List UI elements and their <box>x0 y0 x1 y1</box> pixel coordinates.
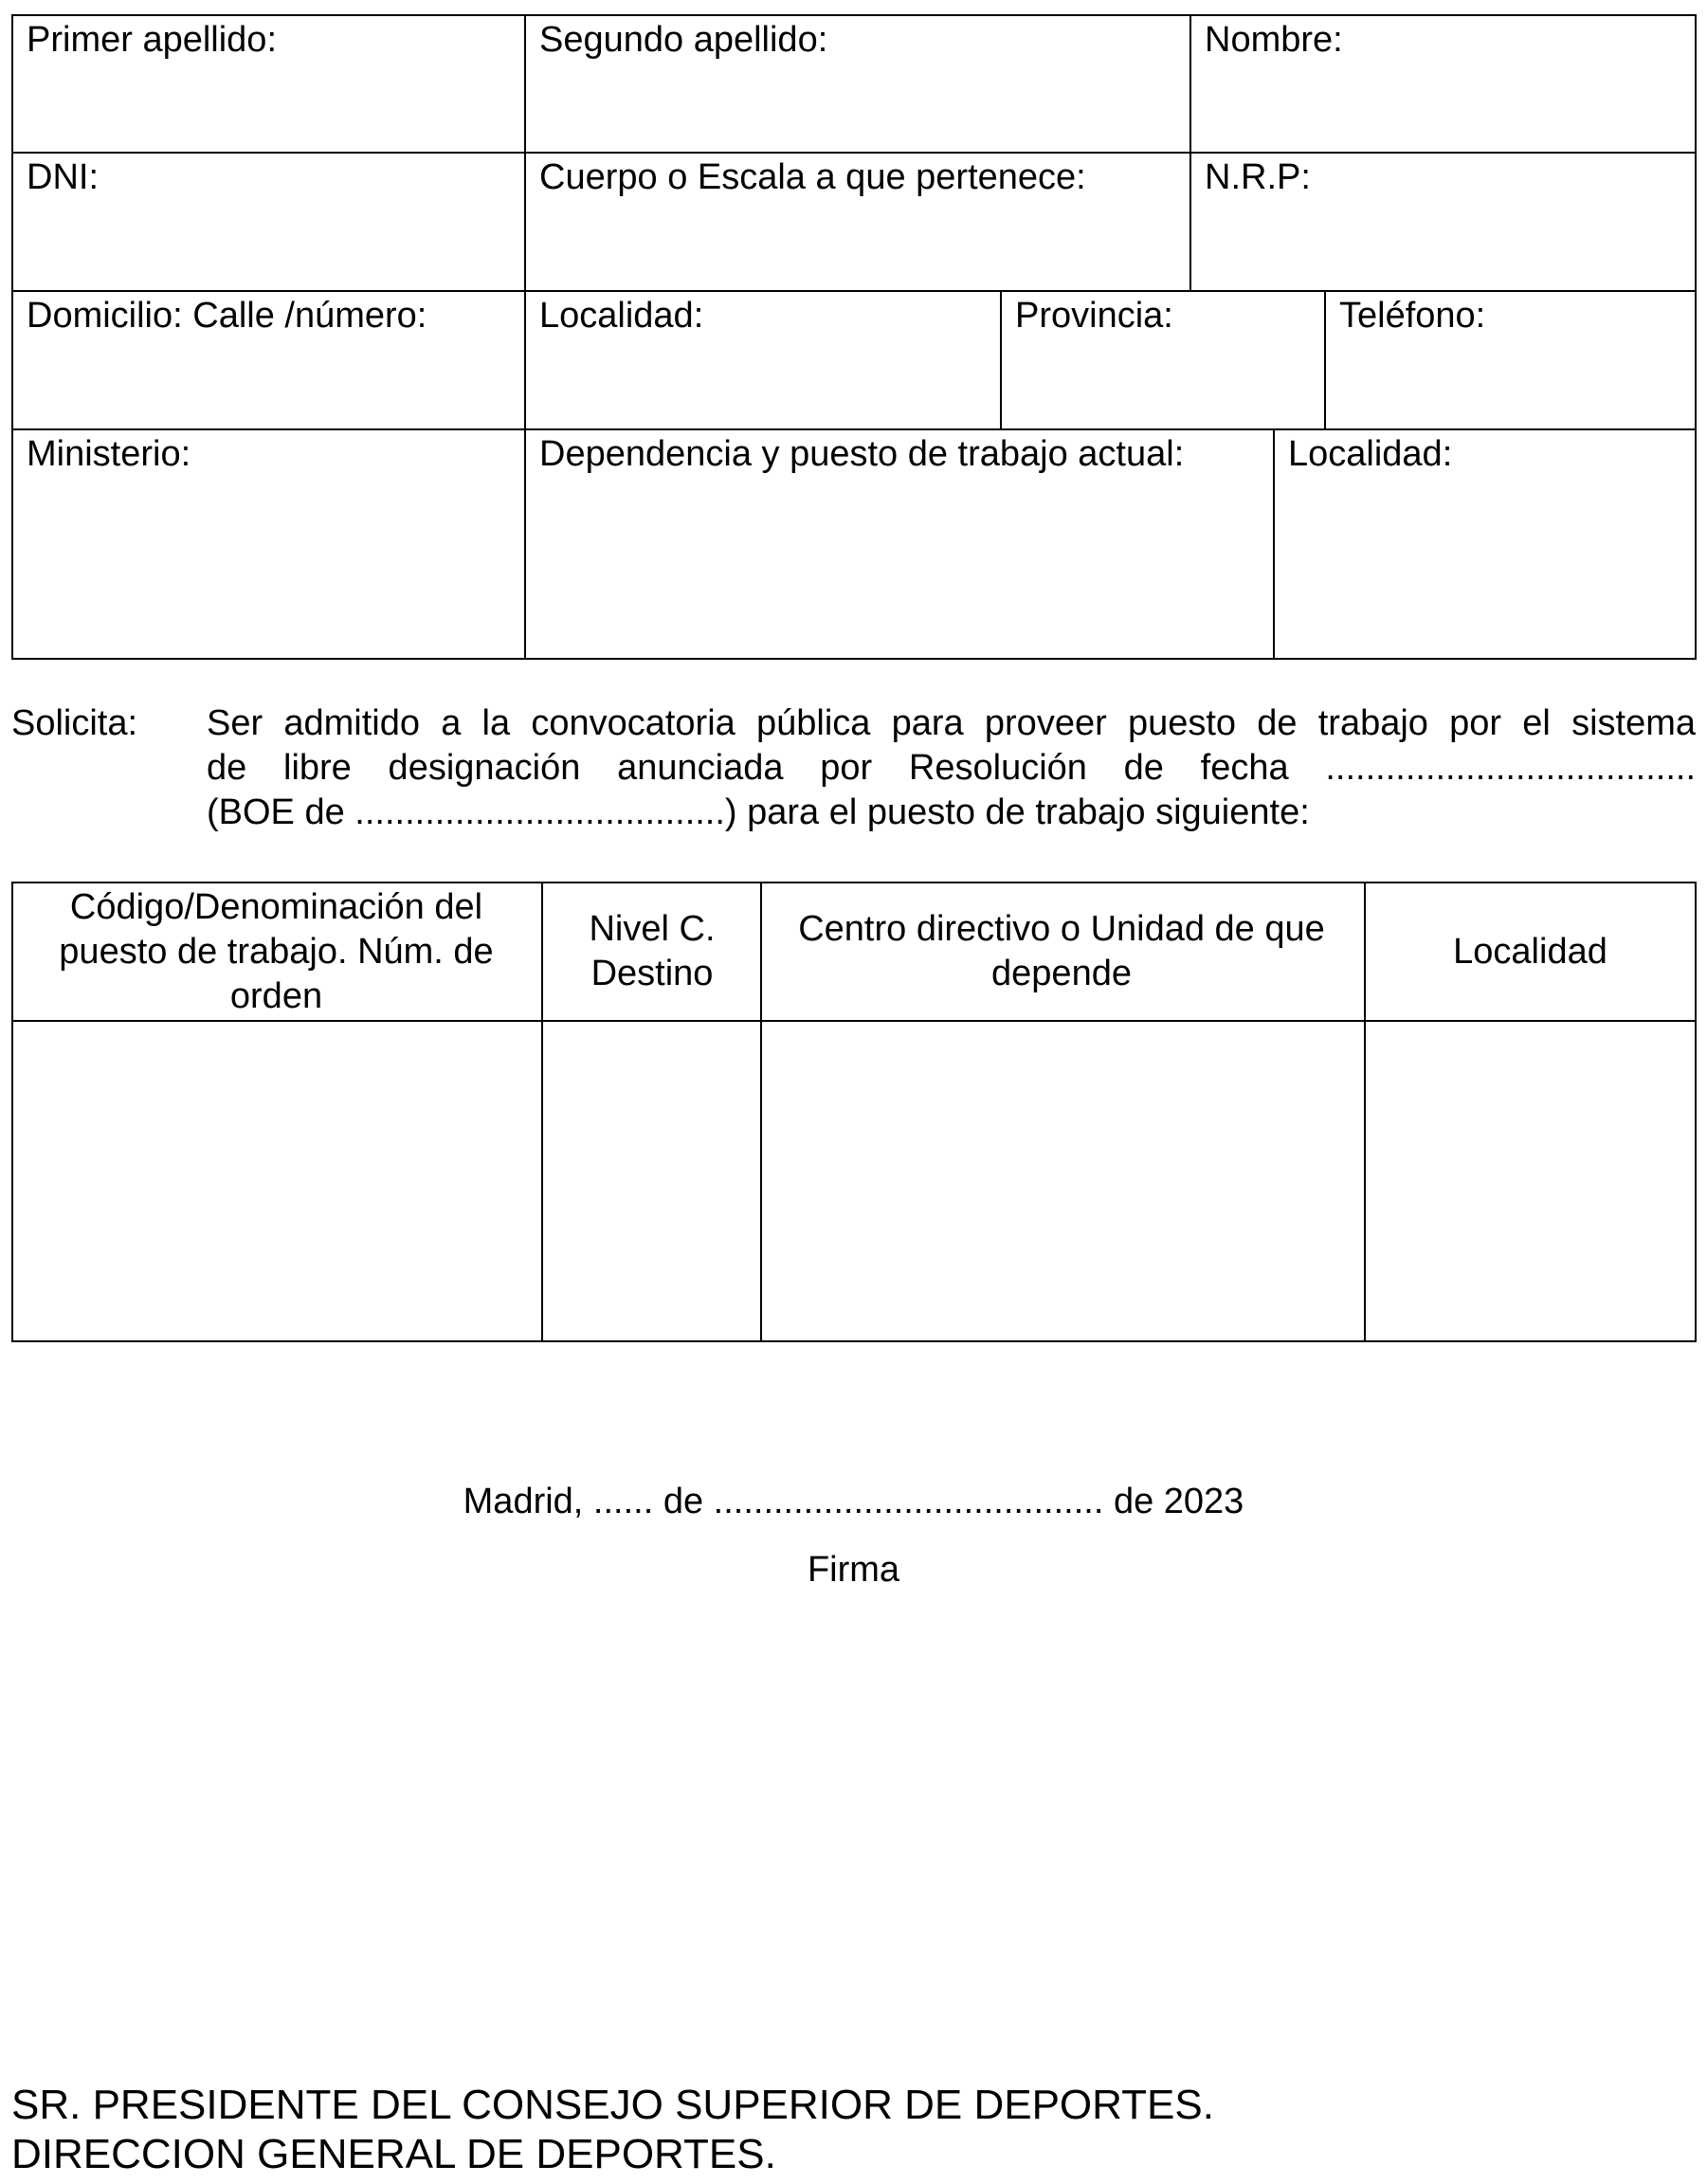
solicita-label: Solicita: <box>11 703 138 743</box>
table-border-right <box>1695 882 1697 1342</box>
table-row-divider <box>11 290 1697 292</box>
table-border-bottom <box>11 1340 1697 1342</box>
header-codigo-denominacion: Código/Denominación del puesto de trabajo. Núm. de orden <box>59 886 494 1016</box>
table-row-divider <box>11 152 1697 154</box>
input-localidad[interactable] <box>1366 1022 1695 1340</box>
solicita-text <box>207 701 1696 835</box>
field-domicilio[interactable]: Domicilio: Calle /número: <box>27 296 427 336</box>
input-centro-directivo[interactable] <box>762 1022 1364 1340</box>
field-provincia[interactable]: Provincia: <box>1015 296 1173 336</box>
header-localidad: Localidad <box>1453 931 1607 972</box>
table-border-bottom <box>11 658 1697 660</box>
table-col-divider <box>1273 428 1275 660</box>
date-line: Madrid, ...... de ....................................... de 2023 <box>463 1482 1244 1521</box>
firma-label: Firma <box>807 1550 900 1590</box>
table-border-top <box>11 14 1697 16</box>
input-nivel-destino[interactable] <box>543 1022 760 1340</box>
field-segundo-apellido[interactable]: Segundo apellido: <box>539 20 828 60</box>
table-col-divider <box>524 14 526 660</box>
field-nrp[interactable]: N.R.P: <box>1205 157 1311 197</box>
field-localidad-domicilio[interactable]: Localidad: <box>539 296 704 336</box>
field-cuerpo-escala[interactable]: Cuerpo o Escala a que pertenece: <box>539 157 1086 197</box>
field-primer-apellido[interactable]: Primer apellido: <box>27 20 277 60</box>
table-col-divider <box>1189 14 1191 292</box>
input-codigo-denominacion[interactable] <box>13 1022 541 1340</box>
field-dependencia-puesto[interactable]: Dependencia y puesto de trabajo actual: <box>539 434 1185 474</box>
addressee-line-2: DIRECCION GENERAL DE DEPORTES. <box>11 2131 776 2177</box>
header-centro-directivo: Centro directivo o Unidad de que depende <box>798 909 1325 993</box>
field-dni[interactable]: DNI: <box>27 157 99 197</box>
field-telefono[interactable]: Teléfono: <box>1339 296 1486 336</box>
field-nombre[interactable]: Nombre: <box>1205 20 1343 60</box>
field-ministerio[interactable]: Ministerio: <box>27 434 191 474</box>
table-row-divider <box>11 428 1697 430</box>
solicita-line-3: (BOE de .....................................) para el puesto de trabajo siguiente: <box>207 792 1310 832</box>
solicita-line-2: de libre designación anunciada por Resolución de fecha ..................................... <box>207 748 1696 788</box>
table-col-divider <box>1324 290 1326 430</box>
table-border-right <box>1695 14 1697 660</box>
table-col-divider <box>1000 290 1002 430</box>
table-border-left <box>11 14 13 660</box>
solicita-line-1: Ser admitido a la convocatoria pública para proveer puesto de trabajo por el sistema <box>207 703 1696 743</box>
header-nivel-destino: Nivel C. Destino <box>589 909 716 993</box>
addressee-line-1: SR. PRESIDENTE DEL CONSEJO SUPERIOR DE DEPORTES. <box>11 2082 1214 2128</box>
field-localidad-puesto[interactable]: Localidad: <box>1288 434 1453 474</box>
